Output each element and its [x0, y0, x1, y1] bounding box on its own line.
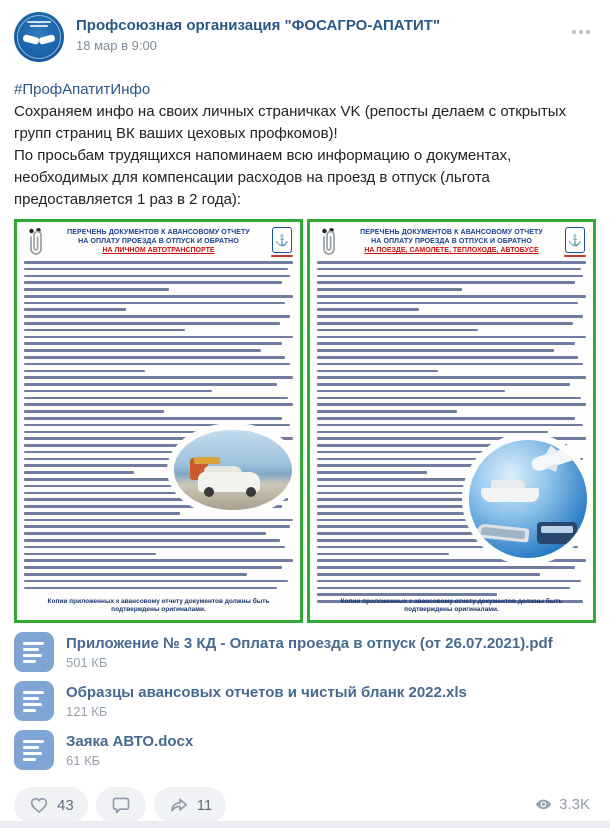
paperclip-icon — [317, 227, 339, 257]
comment-button[interactable] — [96, 787, 146, 823]
bus-icon — [537, 522, 577, 544]
attachment-name[interactable]: Приложение № 3 КД - Оплата проезда в отпуск (от 26.07.2021).pdf — [66, 635, 553, 652]
post-media — [14, 219, 596, 623]
car-photo — [174, 430, 292, 510]
scan-footer-note: Копии приложенных к авансовому отчету документов должны быть подтверждены оригиналами. — [47, 598, 270, 613]
ship-icon — [481, 488, 539, 502]
document-icon — [14, 681, 54, 721]
agency-emblem-icon: ⚓ — [564, 227, 586, 257]
ellipsis-icon — [572, 30, 576, 34]
attachment-size: 61 КБ — [66, 753, 101, 768]
post-paragraph: Сохраняем инфо на своих личных страничках VK (репосты делаем с открытых групп страниц ВК ваших цеховых профкомов)! — [14, 103, 567, 142]
train-icon — [476, 523, 529, 542]
eye-icon — [534, 795, 553, 814]
post-date[interactable]: 18 мар в 9:00 — [76, 38, 157, 53]
post-action-bar — [14, 787, 596, 823]
scan-footer-note: Копии приложенных к авансовому отчету документов должны быть подтверждены оригиналами. — [340, 598, 563, 613]
document-icon — [14, 730, 54, 770]
scan-title: ПЕРЕЧЕНЬ ДОКУМЕНТОВ К АВАНСОВОМУ ОТЧЕТУ — [360, 229, 543, 236]
community-name-link[interactable]: Профсоюзная организация "ФОСАГРО-АПАТИТ" — [76, 17, 441, 34]
page-background-strip — [0, 821, 610, 828]
airplane-icon — [530, 445, 578, 473]
scan-image-public-transport[interactable] — [307, 219, 596, 623]
attachment-name[interactable]: Заяка АВТО.docx — [66, 733, 194, 750]
document-icon — [14, 632, 54, 672]
attachment-size: 121 КБ — [66, 704, 108, 719]
scan-subtitle: НА ПОЕЗДЕ, САМОЛЕТЕ, ТЕПЛОХОДЕ, АВТОБУСЕ — [364, 247, 539, 254]
avatar[interactable] — [14, 12, 64, 62]
attachment-size: 501 КБ — [66, 655, 108, 670]
views-count: 3.3K — [559, 796, 590, 813]
scan-title: НА ОПЛАТУ ПРОЕЗДА В ОТПУСК И ОБРАТНО — [371, 238, 532, 245]
share-count: 11 — [196, 796, 213, 814]
share-arrow-icon — [168, 794, 190, 816]
scan-title: НА ОПЛАТУ ПРОЕЗДА В ОТПУСК И ОБРАТНО — [78, 238, 239, 245]
paperclip-icon — [24, 227, 46, 257]
post-menu-button[interactable] — [566, 22, 596, 42]
avatar-text-line — [27, 21, 51, 23]
scan-text-lines — [24, 261, 293, 589]
post-paragraph: По просьбам трудящихся напоминаем всю информацию о документах, необходимых для компенсации расходов на проезд в отпуск (льгота предоставляется 1 раз в 2 года): — [14, 147, 512, 208]
like-count: 43 — [57, 796, 74, 814]
like-button[interactable] — [14, 787, 88, 823]
attachments-list — [14, 632, 596, 770]
avatar-text-line — [30, 25, 48, 27]
share-button[interactable] — [154, 787, 227, 823]
attachment-row[interactable] — [14, 632, 596, 672]
hashtag-link[interactable]: #ПрофАпатитИнфо — [14, 81, 151, 98]
transport-collage — [469, 440, 587, 558]
attachment-row[interactable] — [14, 730, 596, 770]
agency-emblem-icon: ⚓ — [271, 227, 293, 257]
views-counter — [534, 795, 590, 814]
comment-icon — [110, 794, 132, 816]
post-header — [0, 0, 610, 70]
attachment-row[interactable] — [14, 681, 596, 721]
scan-title: ПЕРЕЧЕНЬ ДОКУМЕНТОВ К АВАНСОВОМУ ОТЧЕТУ — [67, 229, 250, 236]
scan-image-personal-auto[interactable] — [14, 219, 303, 623]
scan-subtitle: НА ЛИЧНОМ АВТОТРАНСПОРТЕ — [102, 247, 215, 254]
attachment-name[interactable]: Образцы авансовых отчетов и чистый бланк 2022.xls — [66, 684, 467, 701]
post-text — [14, 79, 596, 211]
heart-icon — [28, 794, 50, 816]
